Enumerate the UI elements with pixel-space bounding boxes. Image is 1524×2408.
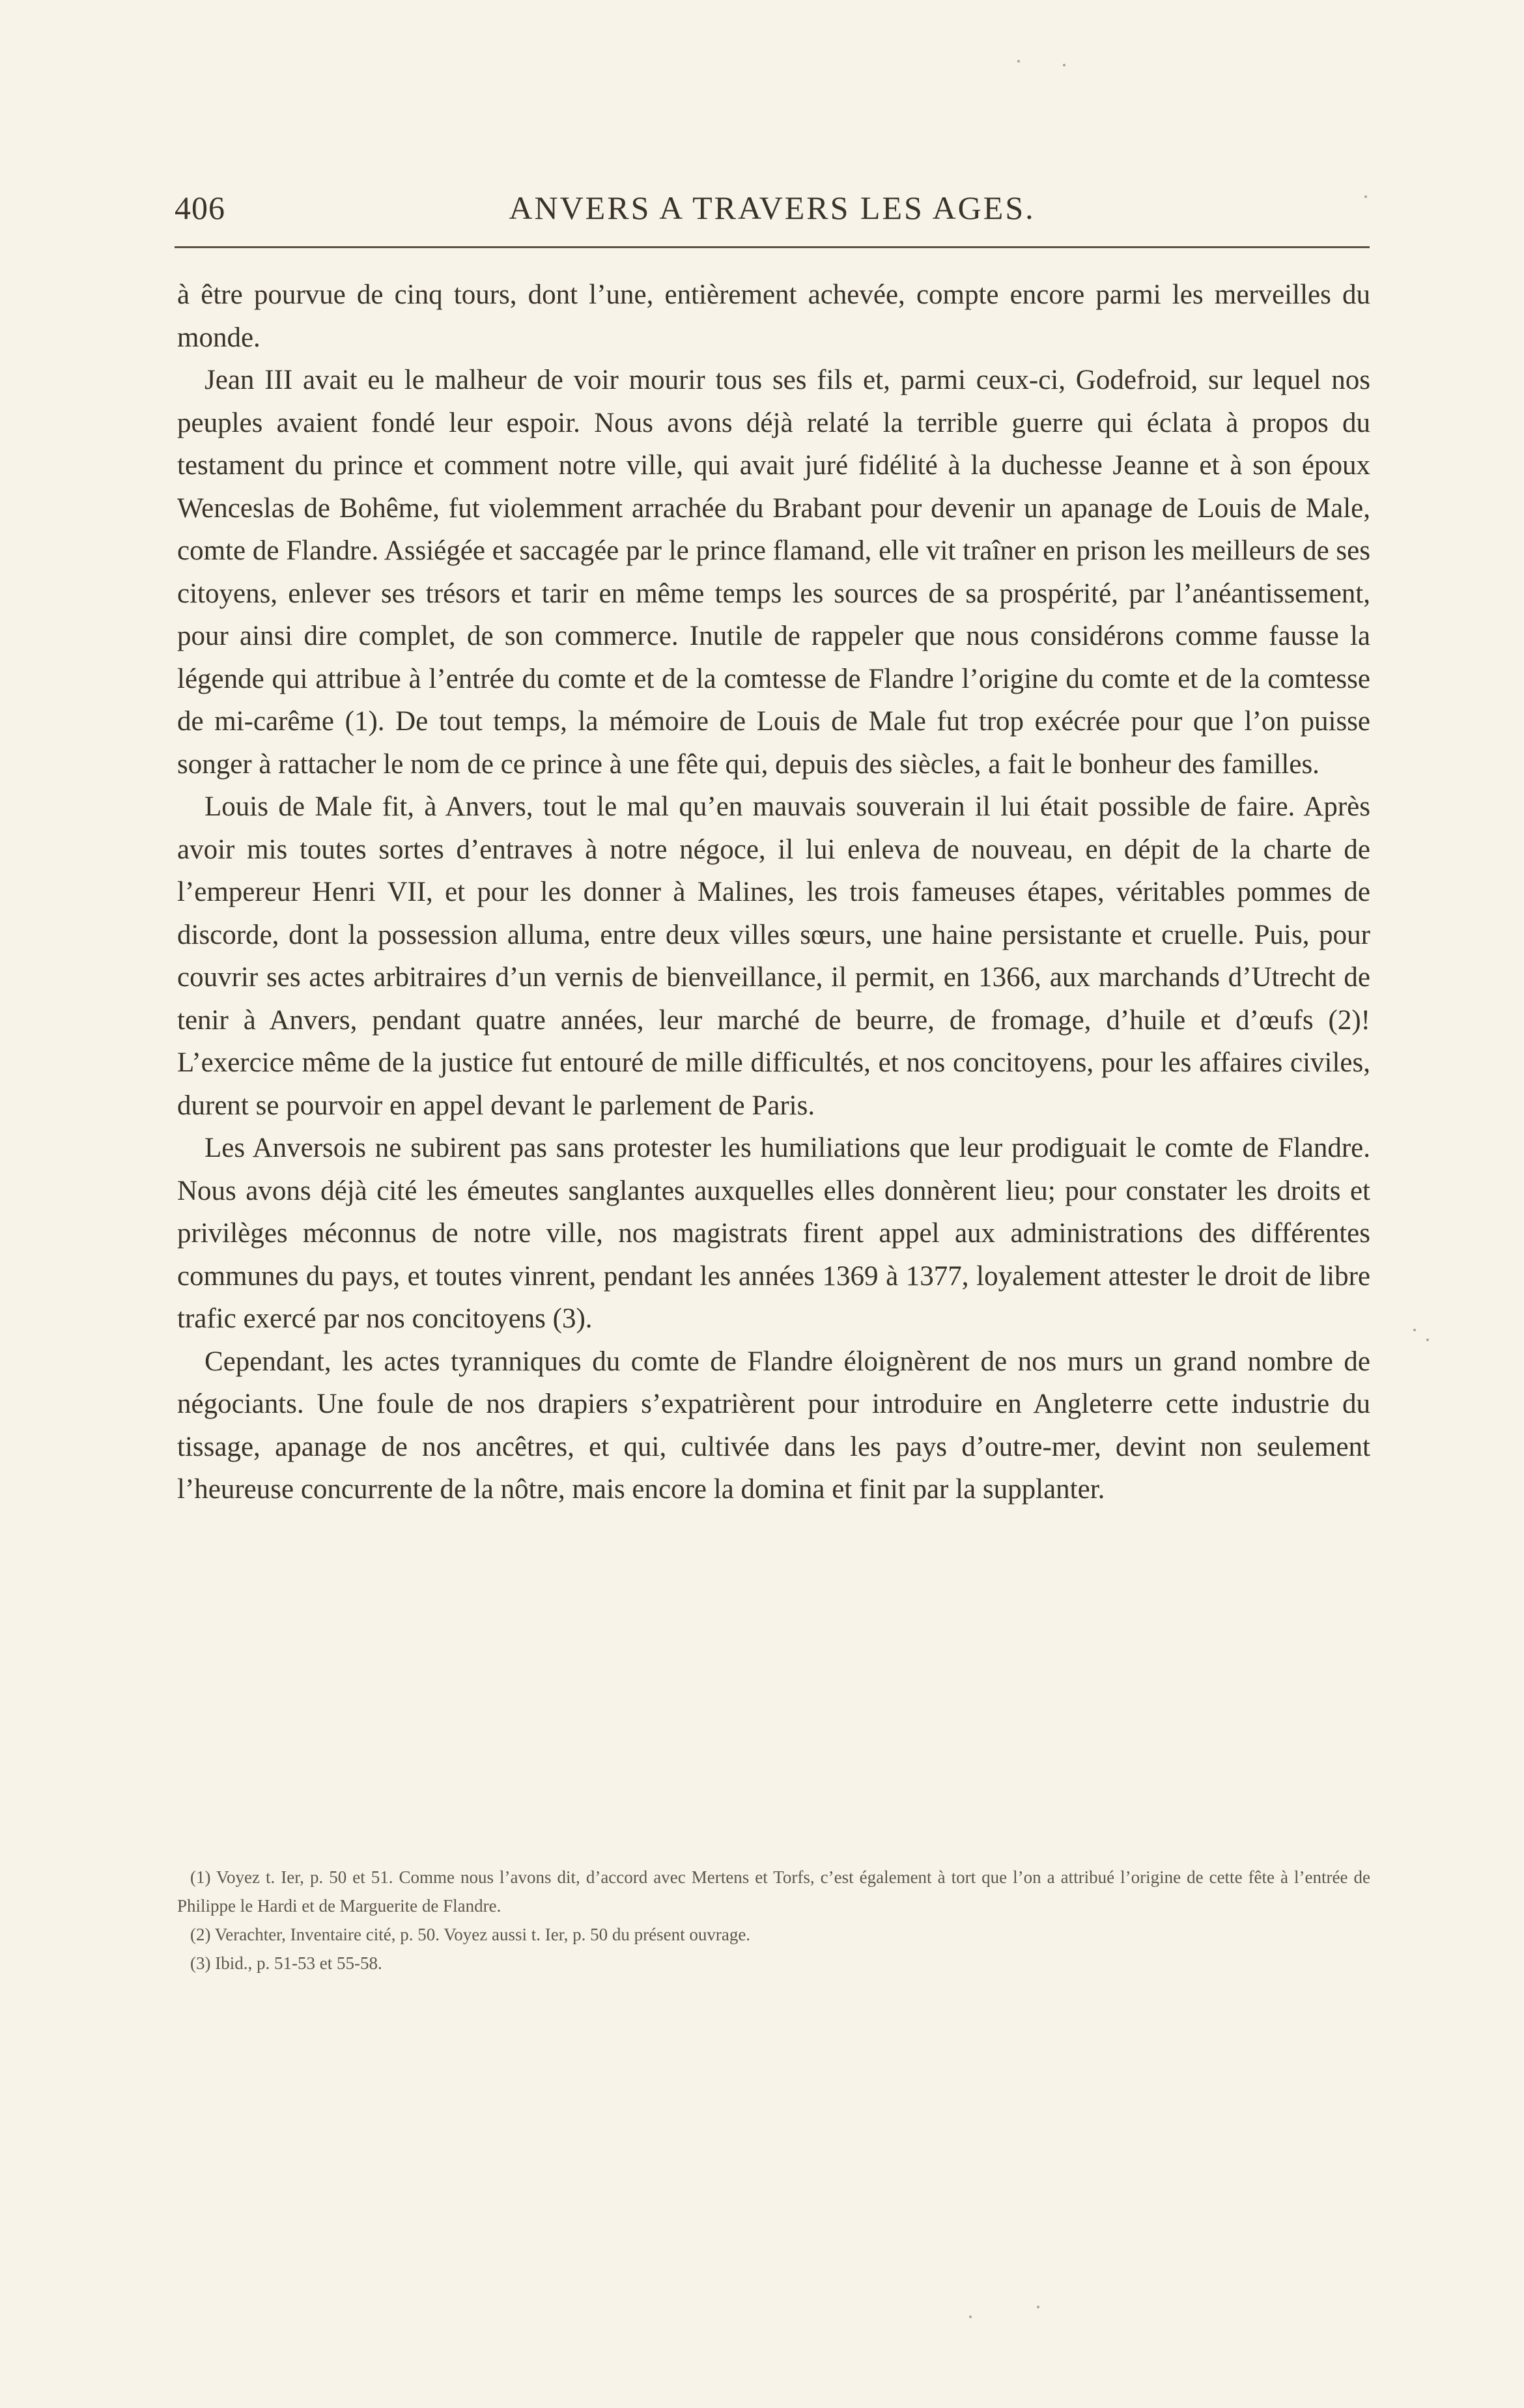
footnote: (3) Ibid., p. 51-53 et 55-58. (190, 1953, 382, 1973)
footnote: (2) Verachter, Inventaire cité, p. 50. Voyez aussi t. Ier, p. 50 du présent ouvrage. (190, 1925, 751, 1944)
page-header (175, 189, 1370, 234)
paragraph: Les Anversois ne subirent pas sans protester les humiliations que leur prodiguait le comte de Flandre. Nous avons déjà cité les émeutes sanglantes auxquelles elles donnèrent lieu; pour constater les droits et privilèges méconnus de notre ville, nos magistrats firent appel aux administrations des différentes communes du pays, et toutes vinrent, pendant les années 1369 à 1377, loyalement attester le droit de libre trafic exercé par nos concitoyens (3). (177, 1133, 1370, 1334)
paper-speck (1413, 1329, 1416, 1331)
paragraph: Cependant, les actes tyranniques du comte de Flandre éloignèrent de nos murs un grand nombre de négociants. Une foule de nos drapiers s’expatrièrent pour introduire en Angleterre cette industrie du tissage, apanage de nos ancêtres, et qui, cultivée dans les pays d’outre-mer, devint non seulement l’heureuse concurrente de la nôtre, mais encore la domina et finit par la supplanter. (177, 1346, 1370, 1505)
footnote: (1) Voyez t. Ier, p. 50 et 51. Comme nous l’avons dit, d’accord avec Mertens et Torfs, c’est également à tort que l’on a attribué l’origine de cette fête à l’entrée de Philippe le Hardi et de Marguerite de Flandre. (177, 1867, 1370, 1916)
footnotes (177, 1863, 1370, 1977)
page-number: 406 (175, 190, 225, 226)
header-rule (175, 246, 1370, 248)
main-text (177, 274, 1370, 1511)
paper-speck (1063, 64, 1065, 66)
paragraph: Jean III avait eu le malheur de voir mourir tous ses fils et, parmi ceux-ci, Godefroid, sur lequel nos peuples avaient fondé leur espoir. Nous avons déjà relaté la terrible guerre qui éclata à propos du testament du prince et comment notre ville, qui avait juré fidélité à la duchesse Jeanne et à son époux Wenceslas de Bohême, fut violemment arrachée du Brabant pour devenir un apanage de Louis de Male, comte de Flandre. Assiégée et saccagée par le prince flamand, elle vit traîner en prison les meilleurs de ses citoyens, enlever ses trésors et tarir en même temps les sources de sa prospérité, par l’anéantissement, pour ainsi dire complet, de son commerce. Inutile de rappeler que nous considérons comme fausse la légende qui attribue à l’entrée du comte et de la comtesse de Flandre l’origine du comte et de la comtesse de mi-carême (1). De tout temps, la mémoire de Louis de Male fut trop exécrée pour que l’on puisse songer à rattacher le nom de ce prince à une fête qui, depuis des siècles, a fait le bonheur des familles. (177, 365, 1370, 780)
paper-speck (1017, 60, 1020, 63)
paragraph: Louis de Male fit, à Anvers, tout le mal qu’en mauvais souverain il lui était possible de faire. Après avoir mis toutes sortes d’entraves à notre négoce, il lui enleva de nouveau, en dépit de la charte de l’empereur Henri VII, et pour les donner à Malines, les trois fameuses étapes, véritables pommes de discorde, dont la possession alluma, entre deux villes sœurs, une haine persistante et cruelle. Puis, pour couvrir ses actes arbitraires d’un vernis de bienveillance, il permit, en 1366, aux marchands d’Utrecht de tenir à Anvers, pendant quatre années, leur marché de beurre, de fromage, d’huile et d’œufs (2)! L’exercice même de la justice fut entouré de mille difficultés, et nos concitoyens, pour les affaires civiles, durent se pourvoir en appel devant le parlement de Paris. (177, 791, 1370, 1121)
paper-speck (1037, 2306, 1039, 2308)
running-title: ANVERS A TRAVERS LES AGES. (509, 190, 1036, 226)
paper-speck (1364, 195, 1367, 198)
paragraph: à être pourvue de cinq tours, dont l’une, entièrement achevée, compte encore parmi les merveilles du monde. (177, 279, 1370, 353)
paper-speck (1426, 1339, 1429, 1341)
paper-speck (969, 2316, 972, 2318)
